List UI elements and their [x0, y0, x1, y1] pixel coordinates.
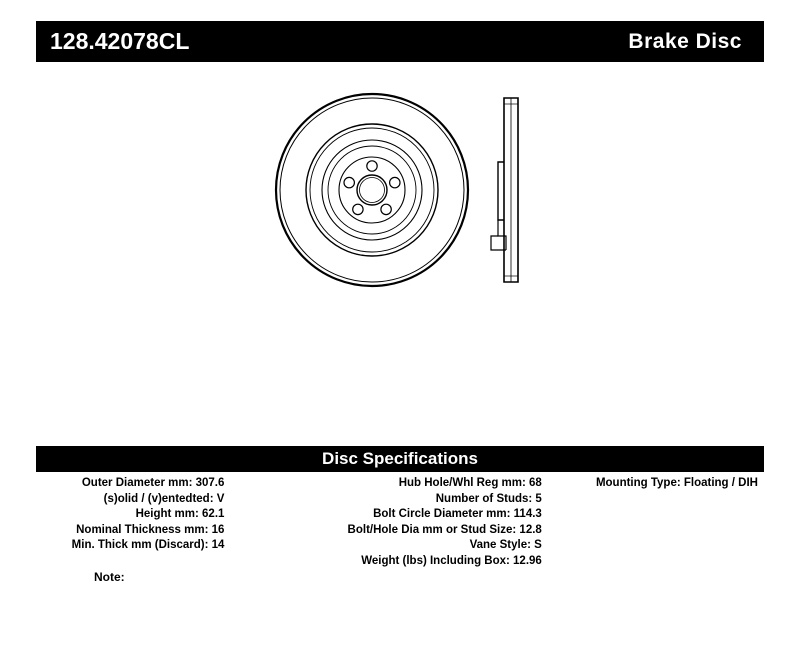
spec-item: Bolt/Hole Dia mm or Stud Size: 12.8: [347, 523, 542, 536]
spec-column-middle: [224, 476, 541, 569]
spec-item: Mounting Type: Floating / DIH: [595, 477, 758, 489]
product-drawing: [36, 70, 764, 410]
note-row: [36, 570, 764, 584]
spec-item: Number of Studs: 5: [435, 492, 542, 505]
brake-disc-face-view: [276, 94, 468, 286]
spec-column-right: [542, 476, 764, 492]
spec-item: Outer Diameter mm: 307.6: [81, 477, 225, 489]
brake-disc-edge-view: [491, 98, 518, 282]
part-number: 128.42078CL: [50, 28, 190, 54]
header-bar: [36, 21, 764, 62]
spec-item: Vane Style: S: [469, 539, 542, 551]
spec-column-left: [36, 476, 224, 554]
spec-item: Bolt Circle Diameter mm: 114.3: [373, 508, 542, 520]
spec-item: Height mm: 62.1: [135, 508, 225, 520]
spec-item: Hub Hole/Whl Reg mm: 68: [398, 477, 542, 489]
spec-title: Disc Specifications: [36, 446, 764, 472]
spec-columns: [36, 476, 764, 569]
spec-item: Weight (lbs) Including Box: 12.96: [361, 554, 542, 567]
note-label: Note:: [94, 570, 125, 584]
spec-item: Min. Thick mm (Discard): 14: [71, 539, 225, 551]
spec-item: Nominal Thickness mm: 16: [76, 523, 225, 536]
spec-item: (s)olid / (v)entedted: V: [103, 492, 225, 505]
product-type-label: Brake Disc: [628, 29, 742, 53]
